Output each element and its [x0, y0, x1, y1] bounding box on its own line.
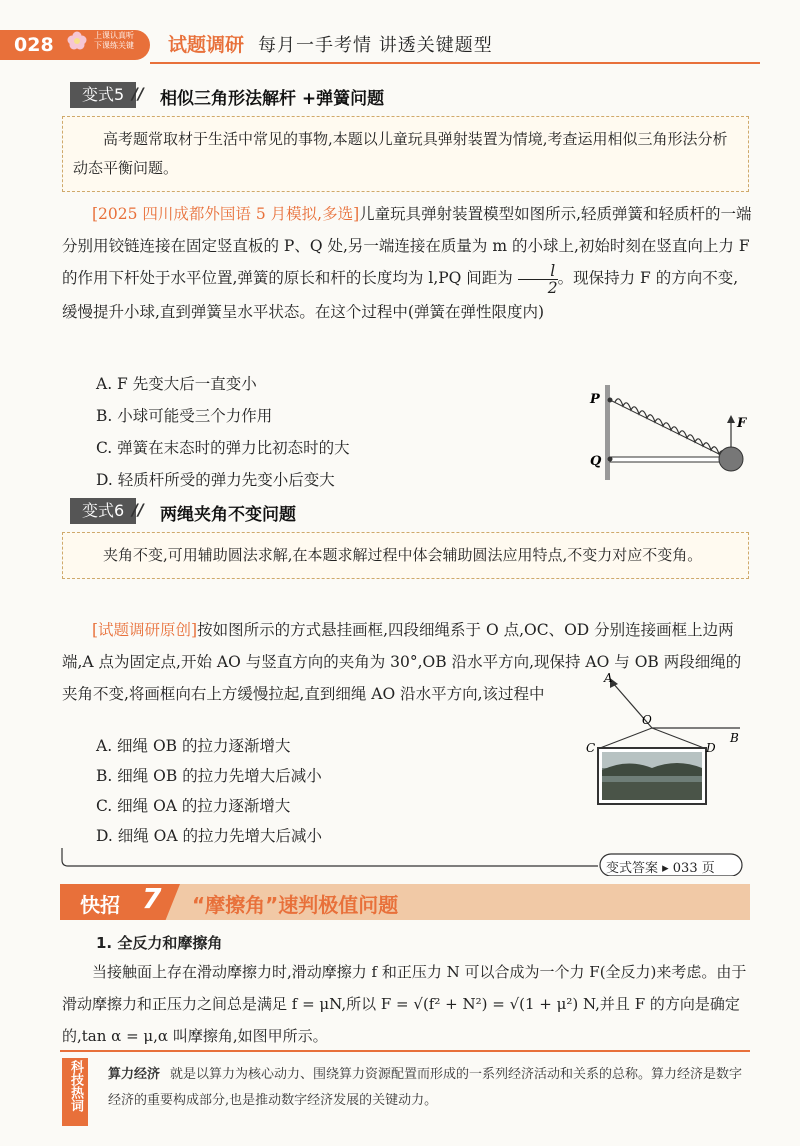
variant5-slash: //	[132, 84, 144, 103]
page-number: 028	[14, 34, 54, 56]
answer-ref[interactable]: 变式答案 ▸ 033 页	[606, 861, 715, 876]
tip7-badge	[60, 884, 180, 920]
picture-frame-figure	[580, 670, 752, 810]
tip7-number: 7	[142, 882, 162, 915]
variant5-option-c[interactable]: C. 弹簧在末态时的弹力比初态时的大	[96, 439, 350, 457]
tip7-title: “摩擦角”速判极值问题	[192, 893, 399, 917]
variant6-intro-box: 夹角不变,可用辅助圆法求解,在本题求解过程中体会辅助圆法应用特点,不变力对应不变角。	[62, 532, 749, 579]
label-p: P	[590, 392, 600, 407]
tip7-paragraph: 当接触面上存在滑动摩擦力时,滑动摩擦力 f 和正压力 N 可以合成为一个力 F(全反力)来考虑。由于滑动摩擦力和正压力之间总是满足 f = μN,所以 F = √(f² + N²) = √(1 + μ²) N,并且 F 的方向是确定的,tan α = μ,α 叫摩擦角,如图甲所示。	[62, 963, 747, 1045]
variant5-option-b[interactable]: B. 小球可能受三个力作用	[96, 407, 273, 425]
label-f: F	[737, 416, 747, 431]
label-o: O	[642, 713, 652, 727]
variant6-option-a[interactable]: A. 细绳 OB 的拉力逐渐增大	[96, 737, 291, 755]
variant5-tag: 变式5	[70, 82, 136, 108]
variant5-option-d[interactable]: D. 轻质杆所受的弹力先变小后变大	[96, 471, 335, 489]
variant5-source: [2025 四川成都外国语 5 月模拟,多选]	[92, 205, 360, 223]
variant5-stem: [2025 四川成都外国语 5 月模拟,多选]儿童玩具弹射装置模型如图所示,轻质弹簧和轻质杆的一端分别用铰链连接在固定竖直板的 P、Q 处,另一端连接在质量为 m 的小球上,初始时刻在竖直向上力 F 的作用下杆处于水平位置,弹簧的原长和杆的长度均为 l,PQ 间距为 $\frac{l}{2}$ 。现保持力 F 的方向不变,缓慢提升小球,直到弹簧呈水平状态。在这个过程中(弹簧在弹性限度内)	[62, 205, 752, 321]
fraction-l-over-2: $\frac{l}{2}$	[518, 263, 558, 296]
variant6-tag: 变式6	[70, 498, 136, 524]
variant6-slash: //	[132, 500, 144, 519]
label-c: C	[586, 741, 596, 755]
spring-coil	[615, 399, 727, 458]
variant5-option-a[interactable]: A. F 先变大后一直变小	[96, 375, 257, 393]
spring-launcher-figure	[585, 375, 755, 485]
note-divider	[60, 1050, 750, 1052]
hot-word-note: 算力经济 就是以算力为核心动力、围绕算力资源配置而形成的一系列经济活动和关系的总称。算力经济是数字经济的重要构成部分,也是推动数字经济发展的关键动力。	[108, 1067, 743, 1108]
label-q: Q	[590, 454, 602, 469]
variant6-option-d[interactable]: D. 细绳 OA 的拉力先增大后减小	[96, 827, 322, 845]
label-b: B	[730, 731, 739, 745]
hot-word-term: 算力经济	[108, 1067, 161, 1082]
tip7-label: 快招	[80, 893, 120, 917]
variant6-source: [试题调研原创]	[92, 621, 198, 639]
hot-word-side-label: 科技热词	[62, 1058, 88, 1126]
variant6-option-c[interactable]: C. 细绳 OA 的拉力逐渐增大	[96, 797, 291, 815]
variant6-option-b[interactable]: B. 细绳 OB 的拉力先增大后减小	[96, 767, 322, 785]
variant5-intro-box: 高考题常取材于生活中常见的事物,本题以儿童玩具弹射装置为情境,考查运用相似三角形法分析动态平衡问题。	[62, 116, 749, 192]
variant6-stem: [试题调研原创]按如图所示的方式悬挂画框,四段细绳系于 O 点,OC、OD 分别连接画框上边两端,A 点为固定点,开始 AO 与竖直方向的夹角为 30°,OB 沿水平方向,现保持 AO 与 OB 两段细绳的夹角不变,将画框向右上方缓慢拉起,直到细绳 AO 沿水平方向,该过程中	[62, 621, 742, 703]
header-subtitle: 每月一手考情 讲透关键题型	[258, 35, 493, 56]
label-d: D	[706, 741, 716, 755]
flower-logo-icon	[66, 30, 88, 52]
tip7-heading: 1. 全反力和摩擦角	[96, 934, 223, 952]
header-divider	[150, 62, 760, 64]
variant6-title: 两绳夹角不变问题	[160, 505, 296, 525]
header-section-title: 试题调研	[168, 34, 245, 56]
logo-text: 上课认真听 下课练关键	[94, 31, 134, 50]
variant5-title: 相似三角形法解杆 +弹簧问题	[160, 89, 385, 109]
label-a: A	[604, 671, 613, 685]
